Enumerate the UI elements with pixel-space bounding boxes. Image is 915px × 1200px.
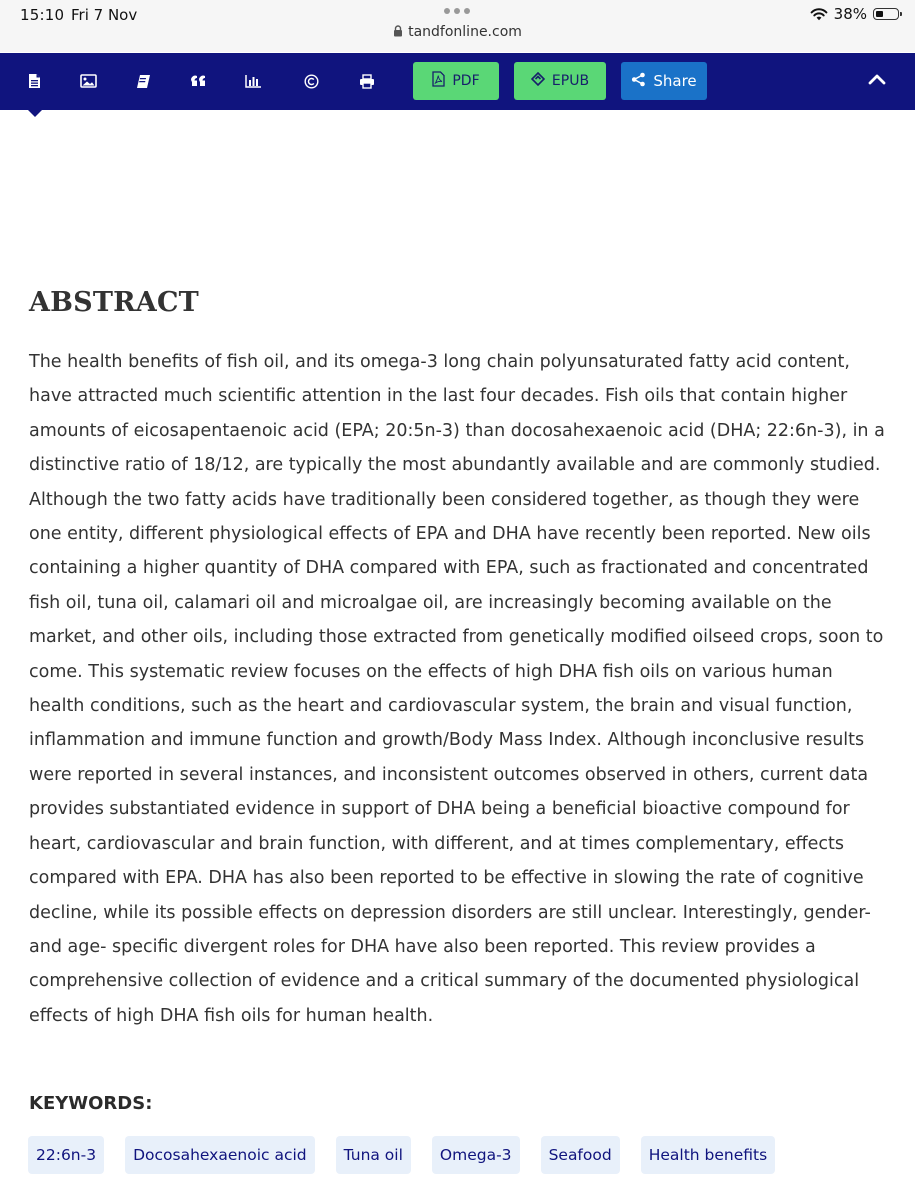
wifi-icon	[810, 7, 828, 21]
multitasking-dots-icon[interactable]	[444, 8, 470, 14]
references-icon[interactable]	[133, 71, 153, 91]
status-time: 15:10	[20, 6, 65, 24]
keyword-tag[interactable]: Tuna oil	[336, 1136, 411, 1174]
figures-icon[interactable]	[78, 71, 98, 91]
url-bar[interactable]	[0, 24, 915, 41]
keyword-tag[interactable]: Omega-3	[432, 1136, 520, 1174]
metrics-icon[interactable]	[243, 71, 263, 91]
keyword-tag[interactable]: 22:6n-3	[28, 1136, 104, 1174]
abstract-text: The health benefits of fish oil, and its omega-3 long chain polyunsaturated fatty acid content, have attracted much scientific attention in the last four decades. Fish oils that contain higher amounts of eicosapentaenoic acid (EPA; 20:5n-3) than docosahexaenoic acid (DHA; 22:6n-3), in a distinctive ratio of 18/12, are typically the most abundantly available and are commonly studied. Although the two fatty acids have traditionally been considered together, as though they were one entity, different physiological effects of EPA and DHA have recently been reported. New oils containing a higher quantity of DHA compared with EPA, such as fractionated and concentrated fish oil, tuna oil, calamari oil and microalgae oil, are increasingly becoming available on the market, and other oils, including those extracted from genetically modified oilseed crops, soon to come. This systematic review focuses on the effects of high DHA fish oils on various human health conditions, such as the heart and cardiovascular system, the brain and visual function, inflammation and immune function and growth/Body Mass Index. Although inconclusive results were reported in several instances, and inconsistent outcomes observed in others, current data provides substantiated evidence in support of DHA being a beneficial bioactive compound for heart, cardiovascular and brain function, with different, and at times complementary, effects compared with EPA. DHA has also been reported to be effective in slowing the rate of cognitive decline, while its possible effects on depression disorders are still unclear. Interestingly, gender- and age- specific divergent roles for DHA have also been reported. This review provides a comprehensive collection of evidence and a critical summary of the documented physiological effects of high DHA fish oils for human health.	[29, 352, 885, 1026]
epub-icon	[531, 72, 545, 90]
share-icon	[631, 72, 646, 91]
url-text: tandfonline.com	[408, 24, 522, 40]
status-indicators	[810, 5, 899, 23]
share-button[interactable]	[621, 62, 707, 100]
collapse-toolbar-chevron-up-icon[interactable]	[866, 69, 888, 89]
epub-label: EPUB	[551, 73, 590, 89]
keyword-tag[interactable]: Seafood	[541, 1136, 620, 1174]
epub-button[interactable]	[514, 62, 606, 100]
article-toolbar	[0, 53, 915, 110]
active-tab-indicator	[28, 110, 42, 117]
abstract-heading: ABSTRACT	[29, 287, 199, 318]
status-date: Fri 7 Nov	[71, 6, 138, 24]
keyword-tag[interactable]: Health benefits	[641, 1136, 775, 1174]
pdf-label: PDF	[452, 73, 480, 89]
pdf-file-icon	[432, 71, 445, 91]
article-icon[interactable]	[24, 71, 44, 91]
keywords-heading: KEYWORDS:	[29, 1093, 153, 1114]
battery-icon	[873, 8, 899, 20]
licensing-icon[interactable]	[301, 71, 321, 91]
battery-percent: 38%	[833, 5, 867, 23]
share-label: Share	[653, 72, 697, 90]
keyword-list	[28, 1136, 775, 1174]
keyword-tag[interactable]: Docosahexaenoic acid	[125, 1136, 315, 1174]
battery-level-fill	[876, 11, 883, 17]
print-icon[interactable]	[357, 71, 377, 91]
lock-icon	[393, 25, 403, 41]
status-bar	[0, 0, 915, 52]
citations-icon[interactable]	[189, 71, 209, 91]
pdf-button[interactable]	[413, 62, 499, 100]
